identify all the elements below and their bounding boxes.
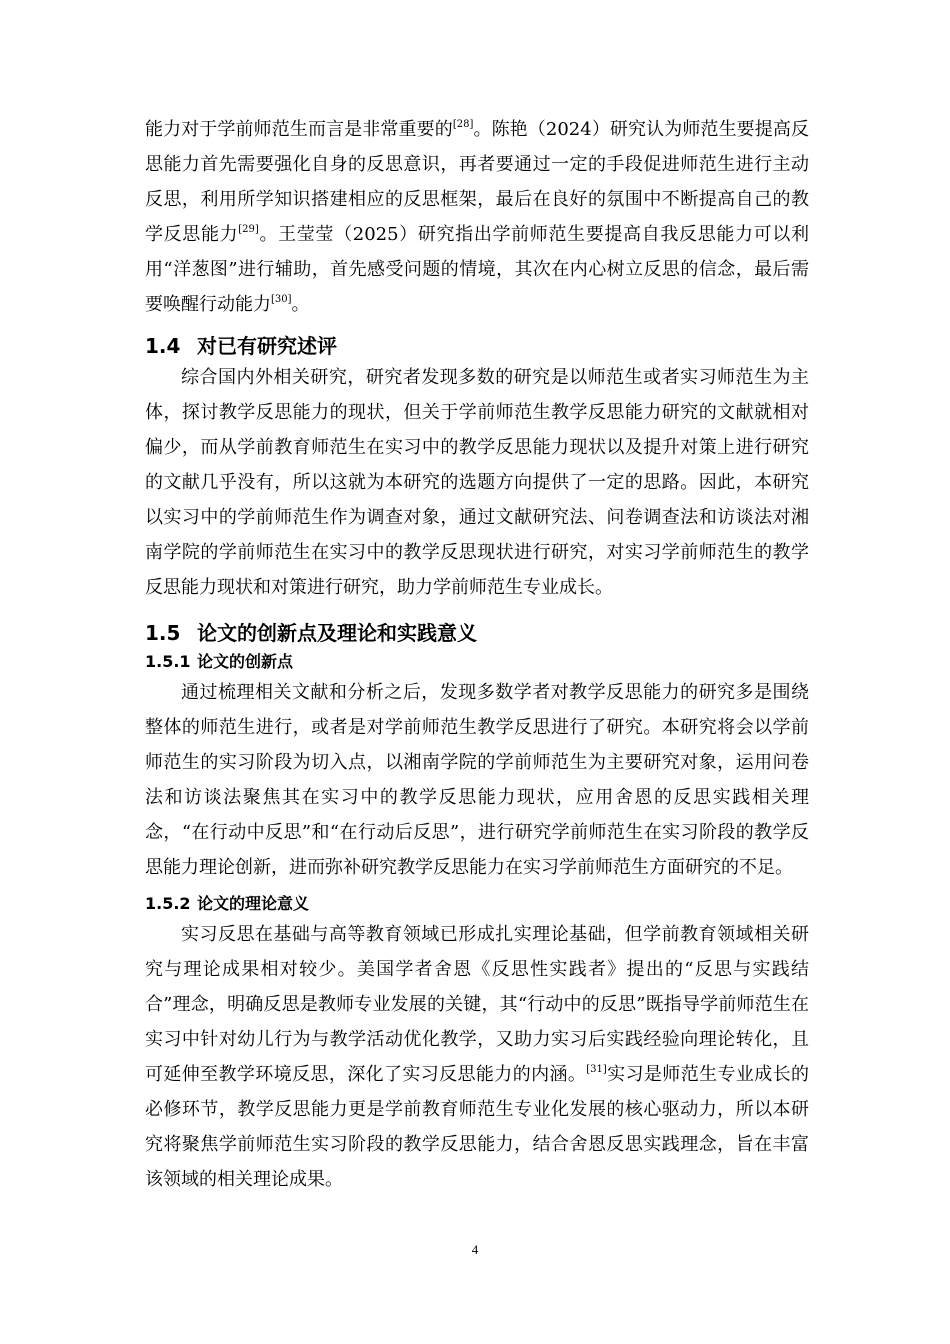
intro-text-2: 。陈艳（2024）研究认为师范生要提高反思能力首先需要强化自身的反思意识，再者要通过一定的手段促进师范生进行主动反思，利用所学知识搭建相应的反思框架，最后在良好的氛围中不断提高自己的教学反思能力 — [145, 119, 809, 245]
section-1-5-1-title: 论文的创新点 — [197, 652, 294, 671]
section-1-5-1-paragraph: 通过梳理相关文献和分析之后，发现多数学者对教学反思能力的研究多是围绕整体的师范生进行，或者是对学前师范生教学反思进行了研究。本研究将会以学前师范生的实习阶段为切入点，以湘南学院的学前师范生为主要研究对象，运用问卷法和访谈法聚焦其在实习中的教学反思能力现状，应用舍恩的反思实践相关理念，“在行动中反思”和“在行动后反思”，进行研究学前师范生在实习阶段的教学反思能力理论创新，进而弥补研究教学反思能力在实习学前师范生方面研究的不足。 — [145, 682, 809, 878]
section-1-5-2-paragraph — [145, 917, 809, 1197]
section-1-5-title: 论文的创新点及理论和实践意义 — [197, 621, 477, 645]
intro-paragraph — [145, 112, 809, 322]
citation-31: [31] — [586, 1064, 607, 1075]
intro-text-3: 。王莹莹（2025）研究指出学前师范生要提高自我反思能力可以利用“洋葱图”进行辅助，首先感受问题的情境，其次在内心树立反思的信念，最后需要唤醒行动能力 — [145, 224, 809, 315]
section-1-4-title: 对已有研究述评 — [197, 334, 337, 358]
section-1-5-heading — [145, 621, 809, 645]
section-1-4-paragraph: 综合国内外相关研究，研究者发现多数的研究是以师范生或者实习师范生为主体，探讨教学反思能力的现状，但关于学前师范生教学反思能力研究的文献就相对偏少，而从学前教育师范生在实习中的教学反思能力现状以及提升对策上进行研究的文献几乎没有，所以这就为本研究的选题方向提供了一定的思路。因此，本研究以实习中的学前师范生作为调查对象，通过文献研究法、问卷调查法和访谈法对湘南学院的学前师范生在实习中的教学反思现状进行研究，对实习学前师范生的教学反思能力现状和对策进行研究，助力学前师范生专业成长。 — [145, 367, 809, 598]
section-1-5-number: 1.5 — [145, 621, 181, 645]
section-1-5-1-number: 1.5.1 — [145, 652, 191, 671]
citation-28: [28] — [452, 119, 474, 130]
section-1-4-number: 1.4 — [145, 334, 181, 358]
section-1-5-1-heading — [145, 651, 809, 673]
page-number: 4 — [471, 1242, 479, 1257]
section-1-5-2-text-1: 实习反思在基础与高等教育领域已形成扎实理论基础，但学前教育领域相关研究与理论成果相对较少。美国学者舍恩《反思性实践者》提出的“反思与实践结合”理念，明确反思是教师专业发展的关键，其“行动中的反思”既指导学前师范生在实习中针对幼儿行为与教学活动优化教学，又助力实习后实践经验向理论转化，且可延伸至教学环境反思，深化了实习反思能力的内涵。 — [145, 924, 809, 1085]
section-1-4-heading — [145, 334, 809, 358]
section-1-5-2-number: 1.5.2 — [145, 894, 191, 913]
intro-text-1: 能力对于学前师范生而言是非常重要的 — [145, 119, 453, 140]
document-page — [145, 112, 809, 1197]
section-1-5-2-text-2: 实习是师范生专业成长的必修环节，教学反思能力更是学前教育师范生专业化发展的核心驱动力，所以本研究将聚焦学前师范生实习阶段的教学反思能力，结合舍恩反思实践理念，旨在丰富该领域的相关理论成果。 — [145, 1064, 809, 1190]
citation-29: [29] — [238, 224, 259, 235]
citation-30: [30] — [271, 294, 292, 305]
intro-text-4: 。 — [291, 294, 310, 315]
section-1-5-2-heading — [145, 893, 809, 915]
section-1-5-2-title: 论文的理论意义 — [197, 894, 310, 913]
